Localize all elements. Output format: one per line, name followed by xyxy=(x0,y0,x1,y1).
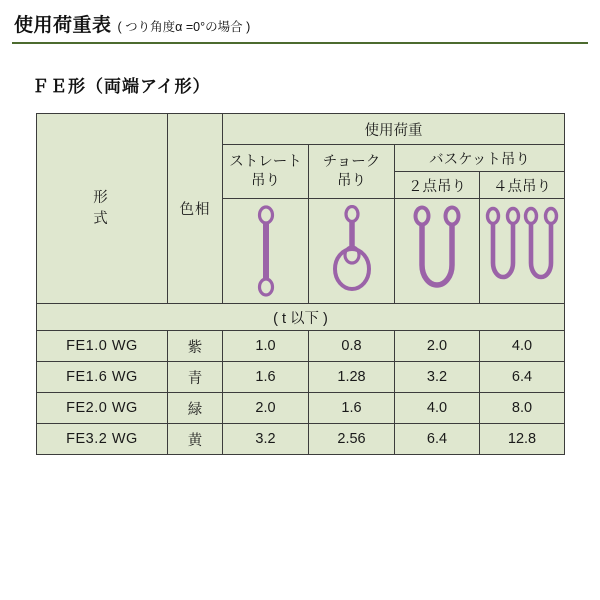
cell-basket4: 6.4 xyxy=(480,362,565,393)
cell-choke: 1.28 xyxy=(309,362,395,393)
basket-2point-sling-icon xyxy=(402,205,472,297)
header-choke-line1: チョーク xyxy=(322,154,381,171)
header-divider xyxy=(12,42,588,44)
cell-basket2: 3.2 xyxy=(395,362,480,393)
cell-basket4: 12.8 xyxy=(480,424,565,455)
unit-cell: ( t 以下 ) xyxy=(37,304,565,331)
cell-basket4: 8.0 xyxy=(480,393,565,424)
cell-straight: 2.0 xyxy=(223,393,309,424)
table-row xyxy=(37,424,565,455)
cell-basket2: 2.0 xyxy=(395,331,480,362)
table-row xyxy=(37,393,565,424)
header-cell-color: 色相 xyxy=(168,114,223,304)
cell-basket2: 6.4 xyxy=(395,424,480,455)
page-title-note: ( つり角度α =0°の場合 ) xyxy=(117,20,251,34)
icon-cell-choke xyxy=(309,199,395,304)
cell-model: FE2.0 WG xyxy=(37,393,168,424)
cell-basket2: 4.0 xyxy=(395,393,480,424)
cell-choke: 2.56 xyxy=(309,424,395,455)
header-cell-basket-4pt: ４点吊り xyxy=(480,172,565,199)
header-cell-type xyxy=(37,114,168,304)
table-header-row-group xyxy=(37,114,565,145)
straight-sling-icon xyxy=(236,205,296,297)
cell-straight: 1.0 xyxy=(223,331,309,362)
cell-model: FE1.6 WG xyxy=(37,362,168,393)
cell-color: 紫 xyxy=(168,331,223,362)
cell-basket4: 4.0 xyxy=(480,331,565,362)
icon-cell-basket4 xyxy=(480,199,565,304)
page-header xyxy=(0,10,600,37)
cell-straight: 3.2 xyxy=(223,424,309,455)
icon-cell-straight xyxy=(223,199,309,304)
cell-choke: 0.8 xyxy=(309,331,395,362)
header-type-line1: 形 xyxy=(93,190,111,207)
basket-4point-sling-icon xyxy=(483,205,561,297)
header-cell-basket: バスケット吊り xyxy=(395,145,565,172)
load-table-container xyxy=(36,113,564,455)
table-row xyxy=(37,331,565,362)
icon-cell-basket2 xyxy=(395,199,480,304)
section-subtitle: ＦＥ形（両端アイ形） xyxy=(32,77,211,96)
table-row xyxy=(37,362,565,393)
cell-straight: 1.6 xyxy=(223,362,309,393)
choke-sling-icon xyxy=(322,205,382,297)
load-table xyxy=(36,113,565,455)
cell-color: 緑 xyxy=(168,393,223,424)
header-choke-line2: 吊り xyxy=(337,172,366,189)
cell-model: FE1.0 WG xyxy=(37,331,168,362)
cell-color: 青 xyxy=(168,362,223,393)
header-cell-straight xyxy=(223,145,309,199)
table-unit-row xyxy=(37,304,565,331)
header-straight-line1: ストレート xyxy=(229,154,302,171)
header-type-line2: 式 xyxy=(93,210,111,227)
cell-choke: 1.6 xyxy=(309,393,395,424)
header-straight-line2: 吊り xyxy=(251,172,280,189)
header-cell-basket-2pt: ２点吊り xyxy=(395,172,480,199)
header-cell-use-load: 使用荷重 xyxy=(223,114,565,145)
page-title: 使用荷重表 xyxy=(14,15,112,36)
cell-model: FE3.2 WG xyxy=(37,424,168,455)
cell-color: 黄 xyxy=(168,424,223,455)
header-cell-choke xyxy=(309,145,395,199)
